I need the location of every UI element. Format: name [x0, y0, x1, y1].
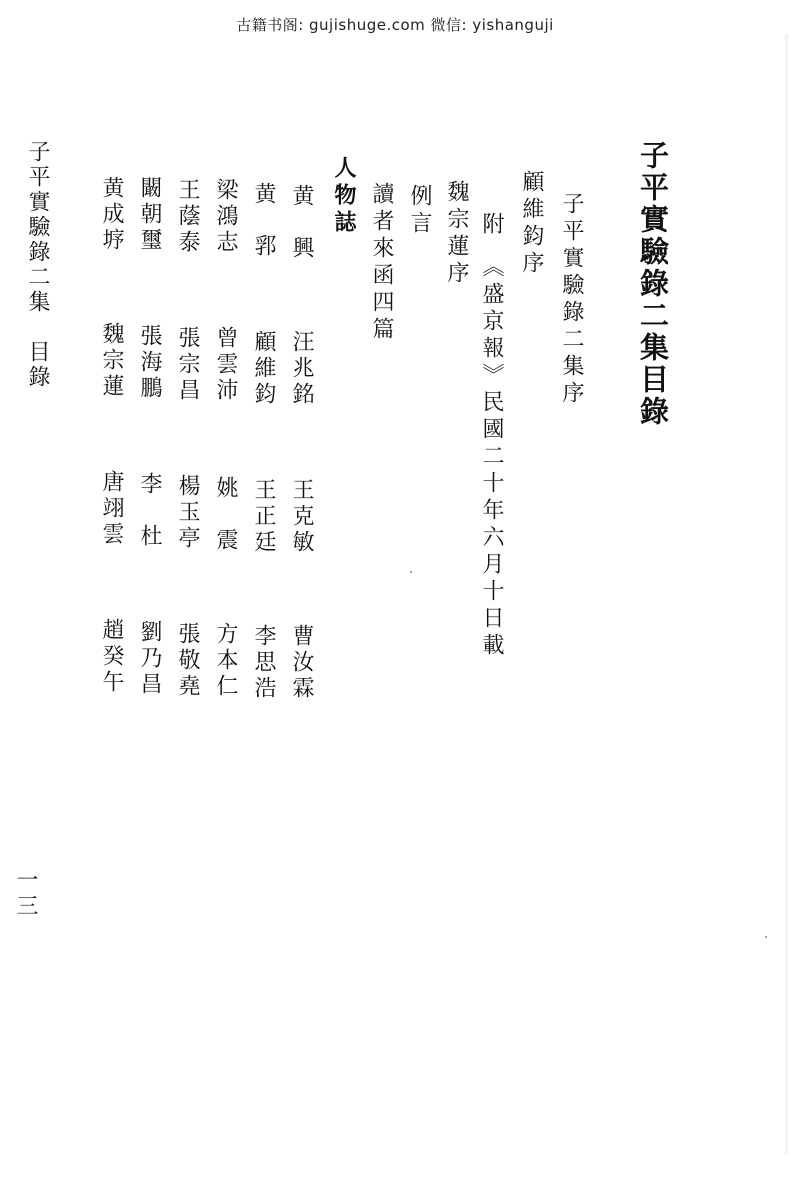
- person-name: 劉乃昌: [137, 620, 162, 698]
- person-name: 張敬堯: [175, 622, 200, 700]
- person-name: 黄成垿: [99, 176, 124, 254]
- toc-entry-appendix-shengjing-bao: 附 《盛京報》民國二十年六月十日載: [479, 212, 504, 660]
- page-edge: [785, 34, 788, 1154]
- person-name: 方本仁: [213, 622, 238, 700]
- scan-speck: [765, 936, 767, 938]
- person-name: 梁鴻志: [213, 178, 238, 256]
- running-title: 子平實驗錄二集 目錄: [25, 140, 50, 390]
- person-name: 趙癸午: [99, 618, 124, 696]
- person-name: 唐翊雲: [99, 470, 124, 548]
- person-name: 黄 興: [289, 184, 314, 262]
- scan-speck: [410, 571, 412, 573]
- person-name: 闞朝璽: [137, 176, 162, 254]
- person-name: 姚 震: [213, 476, 238, 554]
- person-name: 張宗昌: [175, 326, 200, 404]
- person-name: 王克敏: [289, 478, 314, 556]
- person-name: 顧維鈞: [251, 330, 276, 408]
- toc-entry-preface-2nd-collection: 子平實驗錄二集序: [559, 192, 584, 408]
- toc-entry-reader-letters: 讀者來函四篇: [369, 182, 394, 344]
- page-number: 一三: [13, 868, 38, 920]
- toc-section-heading-biographies: 人物誌: [331, 156, 357, 237]
- watermark-banner: 古籍书阁: gujishuge.com 微信: yishanguji: [236, 16, 554, 34]
- person-name: 黄 郛: [251, 182, 276, 260]
- person-name: 楊玉亭: [175, 474, 200, 552]
- person-name: 王蔭泰: [175, 178, 200, 256]
- person-name: 曾雲沛: [213, 326, 238, 404]
- book-title: 子平實驗錄二集目錄: [636, 140, 670, 428]
- person-name: 汪兆銘: [289, 330, 314, 408]
- toc-entry-wei-zonglian-preface: 魏宗蓮序: [444, 180, 469, 288]
- person-name: 張海鵬: [137, 324, 162, 402]
- person-name: 曹汝霖: [289, 624, 314, 702]
- person-name: 魏宗蓮: [99, 322, 124, 400]
- toc-entry-gu-weijun-preface: 顧維鈞序: [519, 170, 544, 278]
- person-name: 王正廷: [251, 478, 276, 556]
- person-name: 李思浩: [251, 624, 276, 702]
- person-name: 李 杜: [137, 472, 162, 550]
- toc-entry-editorial-notes: 例言: [407, 184, 432, 238]
